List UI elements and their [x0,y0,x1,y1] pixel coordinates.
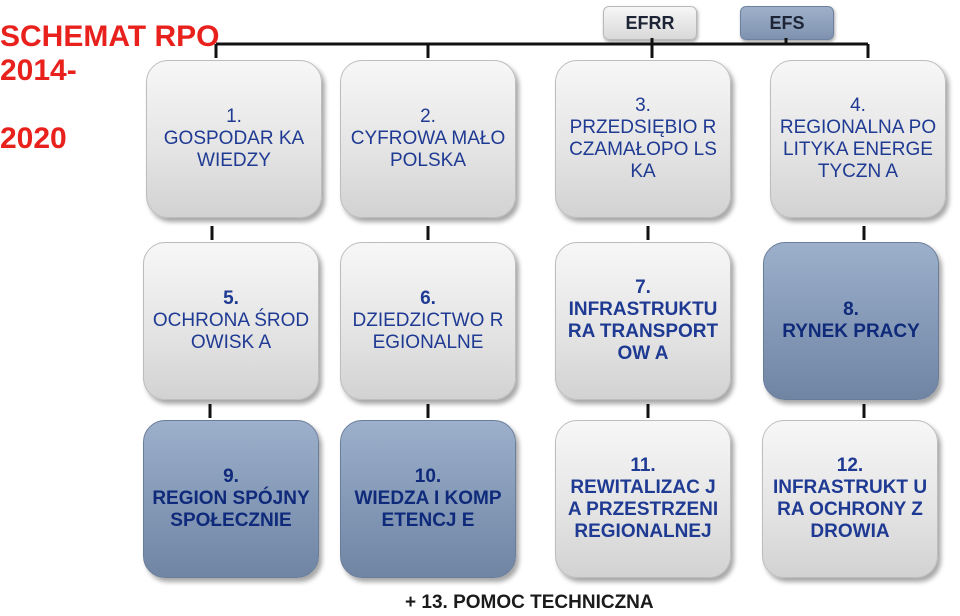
box-label: REGIONALNA POLITYKA ENERGETYCZN A [779,117,937,182]
box-number: 8. [843,299,859,320]
box-label: PRZEDSIĘBIO RCZAMAŁOPO LSKA [569,117,717,182]
box-label: CYFROWA MAŁOPOLSKA [350,128,506,171]
program-box-11 [555,420,731,578]
efrr-tag: EFRR [603,6,697,40]
program-box-6 [340,242,516,400]
box-number: 10. [414,466,442,487]
program-box-4 [770,60,946,218]
box-label: GOSPODAR KA WIEDZY [163,128,305,171]
program-box-7 [555,242,731,400]
box-number: 3. [635,95,651,116]
title-line-2: 2020 [0,122,67,155]
program-box-1 [146,60,322,218]
box-number: 7. [635,277,651,298]
box-label: INFRASTRUKT URA OCHRONY ZDROWIA [772,477,928,542]
program-box-9 [143,420,319,578]
box-number: 4. [850,95,866,116]
program-box-5 [143,242,319,400]
box-label: RYNEK PRACY [782,321,920,342]
box-label: OCHRONA ŚRODOWISK A [152,310,310,353]
box-number: 1. [226,106,242,127]
box-label: REGION SPÓJNY SPOŁECZNIE [152,488,310,531]
program-box-12 [762,420,938,578]
box-number: 9. [223,466,239,487]
box-number: 5. [223,288,239,309]
program-box-8 [763,242,939,400]
program-box-3 [555,60,731,218]
box-number: 6. [420,288,436,309]
box-label: INFRASTRUKTU RA TRANSPORTOW A [567,299,719,364]
program-box-2 [340,60,516,218]
box-number: 11. [630,455,656,476]
box-label: DZIEDZICTWO REGIONALNE [352,310,504,353]
box-label: REWITALIZAC JA PRZESTRZENI REGIONALNEJ [567,477,719,542]
footer-note: + 13. POMOC TECHNICZNA [405,592,654,613]
program-box-10 [340,420,516,578]
efs-tag: EFS [740,6,834,40]
title-line-1: SCHEMAT RPO 2014- [0,20,220,87]
box-number: 12. [836,455,864,476]
box-number: 2. [420,106,436,127]
box-label: WIEDZA I KOMPETENCJ E [354,488,502,531]
